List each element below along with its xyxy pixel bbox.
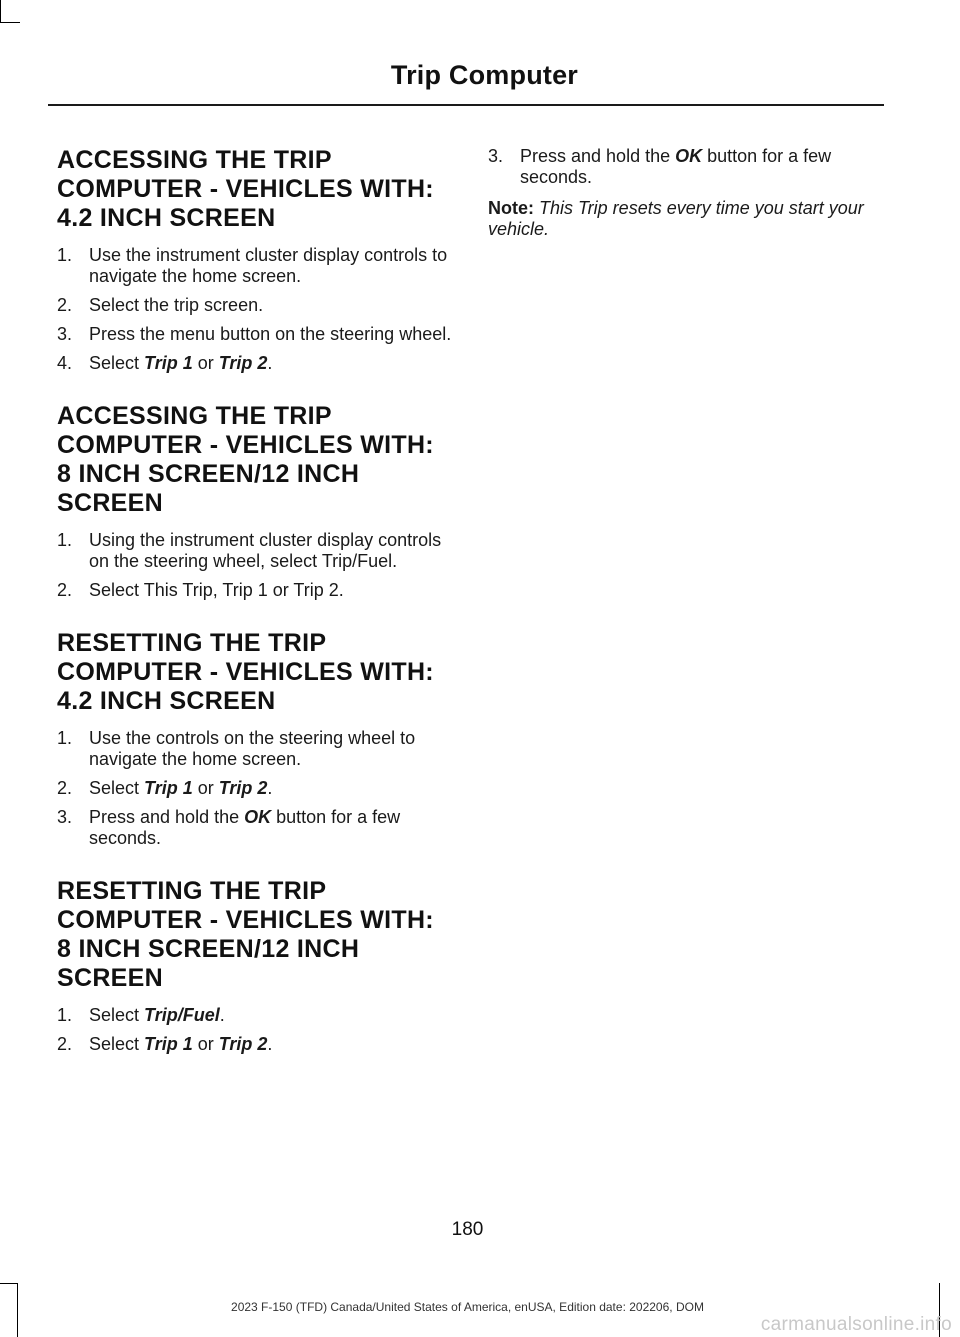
step-list — [57, 728, 452, 849]
step-number: 1. — [57, 245, 73, 265]
section-heading: ACCESSING THE TRIP COMPUTER - VEHICLES WITH: 4.2 INCH SCREEN — [57, 146, 434, 232]
option-trip-2: Trip 2 — [218, 1034, 268, 1054]
right-column — [488, 146, 883, 240]
note-text: This Trip resets every time you start your vehicle. — [488, 198, 864, 239]
step-text: . — [219, 1005, 225, 1025]
step-text: button for a few seconds. — [520, 146, 832, 187]
ok-button-label: OK — [244, 807, 272, 827]
ok-button-label: OK — [675, 146, 703, 166]
step-text: . — [267, 1034, 273, 1054]
step-text: or — [192, 778, 219, 798]
section-heading: RESETTING THE TRIP COMPUTER - VEHICLES WITH: 8 INCH SCREEN/12 INCH SCREEN — [57, 877, 434, 992]
option-trip-1: Trip 1 — [144, 353, 193, 373]
option-trip-1: Trip 1 — [144, 778, 193, 798]
option-trip-1: Trip 1 — [144, 1034, 193, 1054]
step-item — [57, 1005, 452, 1026]
page-number: 180 — [451, 1219, 484, 1240]
note — [488, 198, 883, 240]
left-column — [57, 146, 452, 1083]
step-text: Using the instrument cluster display controls on the steering wheel, select Trip/Fuel. — [89, 530, 442, 571]
step-text: Select — [89, 353, 145, 373]
option-trip-2: Trip 2 — [218, 778, 268, 798]
step-number: 4. — [57, 353, 73, 373]
step-item — [57, 1034, 452, 1055]
page-title: Trip Computer — [390, 60, 578, 90]
step-item — [488, 146, 883, 188]
step-item — [57, 353, 452, 374]
step-number: 2. — [57, 1034, 73, 1054]
step-number: 3. — [488, 146, 504, 166]
step-number: 1. — [57, 530, 73, 550]
watermark: carmanualsonline.info — [760, 1314, 952, 1335]
step-number: 2. — [57, 580, 73, 600]
step-text: Press and hold the — [520, 146, 676, 166]
step-item — [57, 580, 452, 601]
step-text: Use the instrument cluster display controls to navigate the home screen. — [89, 245, 448, 286]
edition-line: 2023 F-150 (TFD) Canada/United States of America, enUSA, Edition date: 202206, DOM — [231, 1300, 704, 1314]
section-heading: ACCESSING THE TRIP COMPUTER - VEHICLES WITH: 8 INCH SCREEN/12 INCH SCREEN — [57, 402, 434, 517]
crop-mark — [0, 22, 20, 23]
step-text: or — [192, 1034, 219, 1054]
step-text: Select — [89, 778, 145, 798]
step-text: Use the controls on the steering wheel to navigate the home screen. — [89, 728, 416, 769]
step-item — [57, 245, 452, 287]
section-resetting-8-12 — [57, 877, 452, 1055]
step-number: 3. — [57, 324, 73, 344]
header-divider — [48, 104, 884, 106]
step-number: 2. — [57, 295, 73, 315]
step-text: or — [192, 353, 219, 373]
step-item — [57, 778, 452, 799]
step-number: 3. — [57, 807, 73, 827]
crop-mark — [0, 1283, 18, 1284]
step-text: . — [267, 353, 273, 373]
step-list — [488, 146, 883, 188]
step-list — [57, 1005, 452, 1055]
option-trip-fuel: Trip/Fuel — [144, 1005, 220, 1025]
section-heading: RESETTING THE TRIP COMPUTER - VEHICLES WITH: 4.2 INCH SCREEN — [57, 629, 434, 715]
step-text: Press and hold the — [89, 807, 245, 827]
step-item — [57, 295, 452, 316]
step-text: Select the trip screen. — [89, 295, 264, 315]
section-accessing-8-12 — [57, 402, 452, 601]
note-label: Note: — [488, 198, 534, 218]
step-number: 1. — [57, 728, 73, 748]
section-accessing-4-2 — [57, 146, 452, 374]
step-list — [57, 530, 452, 601]
step-item — [57, 728, 452, 770]
step-number: 2. — [57, 778, 73, 798]
step-text: Select This Trip, Trip 1 or Trip 2. — [89, 580, 344, 600]
step-text: Select — [89, 1005, 145, 1025]
crop-mark — [0, 0, 1, 22]
step-number: 1. — [57, 1005, 73, 1025]
step-list — [57, 245, 452, 374]
section-resetting-4-2 — [57, 629, 452, 849]
step-item — [57, 807, 452, 849]
step-text: Press the menu button on the steering wheel. — [89, 324, 452, 344]
option-trip-2: Trip 2 — [218, 353, 268, 373]
step-text: Select — [89, 1034, 145, 1054]
step-text: button for a few seconds. — [89, 807, 401, 848]
step-item — [57, 324, 452, 345]
step-text: . — [267, 778, 273, 798]
step-item — [57, 530, 452, 572]
